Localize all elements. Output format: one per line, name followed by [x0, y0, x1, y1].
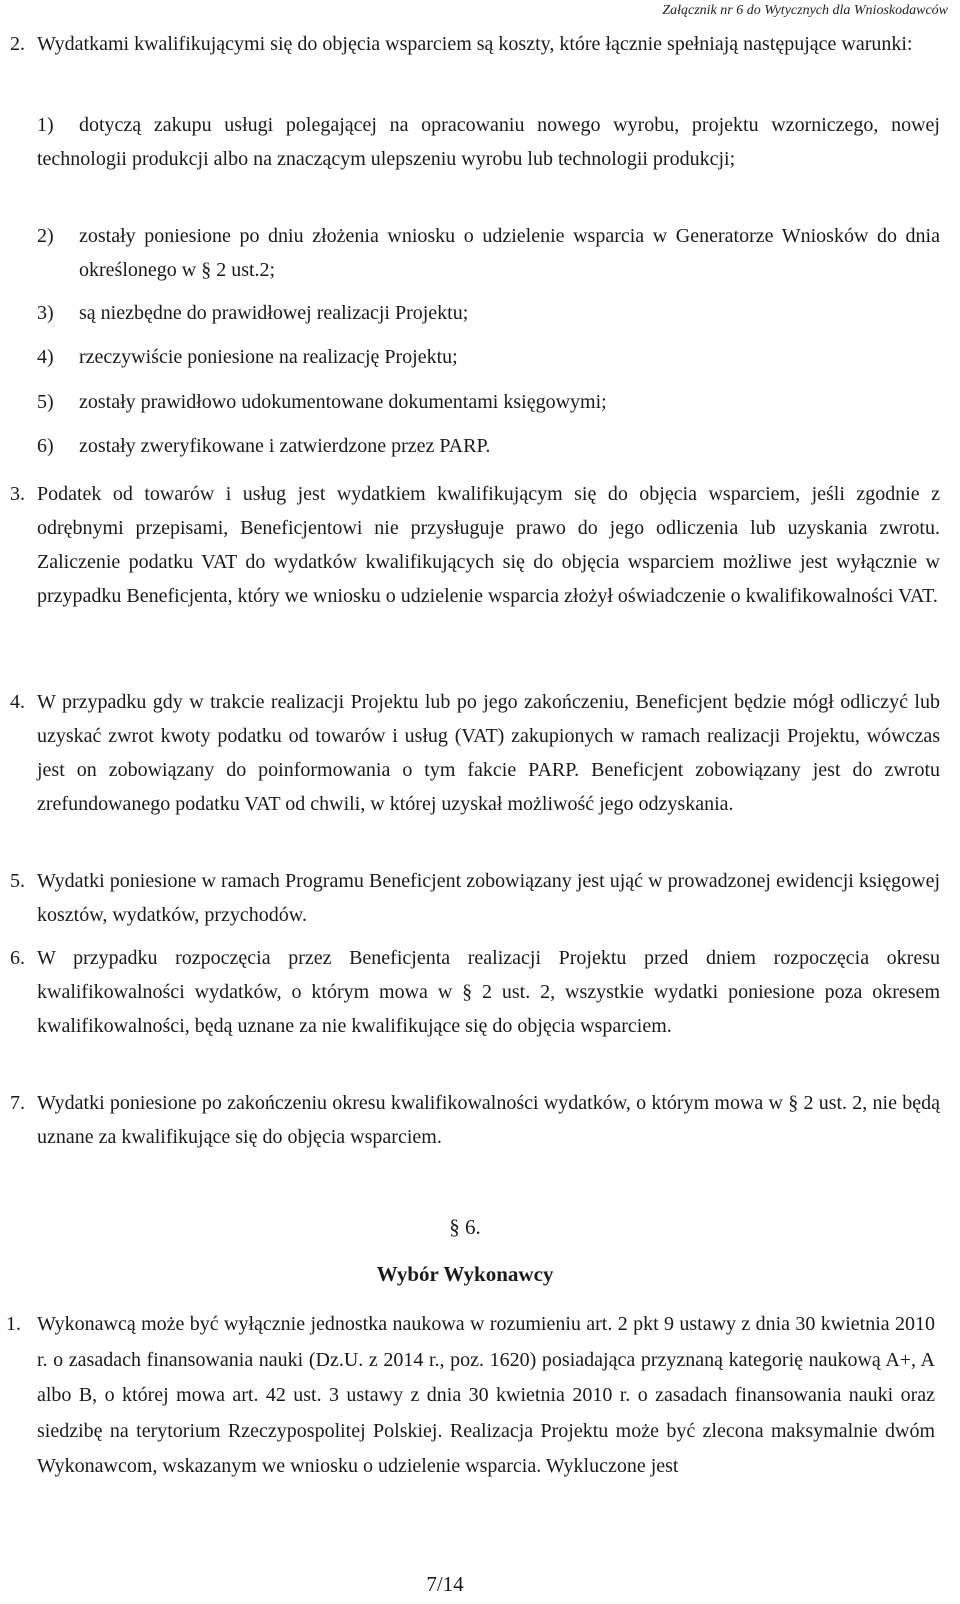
paragraph-5 [0, 864, 960, 932]
list-item-text: zostały poniesione po dniu złożenia wniosku o udzielenie wsparcia w Generatorze Wniosków do dnia określonego w § 2 ust.2; [79, 225, 940, 281]
paragraph-3 [0, 477, 960, 613]
paragraph-number: 5. [10, 870, 25, 892]
list-item [37, 429, 940, 463]
paragraph-text: Podatek od towarów i usług jest wydatkiem kwalifikującym się do objęcia wsparciem, jeśli zgodnie z odrębnymi przepisami, Beneficjentowi nie przysługuje prawo do jego odliczenia lub uzyskania zwrotu. Zaliczenie podatku VAT do wydatków kwalifikujących się do objęcia wsparciem możliwe jest wyłącznie w przypadku Beneficjenta, który we wniosku o udzielenie wsparcia złożył oświadczenie o kwalifikowalności VAT. [37, 483, 940, 607]
list-item-number: 6) [37, 435, 54, 457]
section-paragraph-1 [0, 1307, 960, 1485]
paragraph-number: 3. [10, 483, 25, 505]
paragraph-text: Wydatkami kwalifikującymi się do objęcia wsparciem są koszty, które łącznie spełniają następujące warunki: [37, 33, 913, 55]
paragraph-4 [0, 685, 960, 821]
paragraph-number: 6. [10, 947, 25, 969]
list-item [37, 385, 940, 419]
list-item-text: rzeczywiście poniesione na realizację Projektu; [79, 346, 458, 368]
header-note: Załącznik nr 6 do Wytycznych dla Wnioskodawców [662, 3, 948, 18]
paragraph-text: Wydatki poniesione po zakończeniu okresu kwalifikowalności wydatków, o którym mowa w § 2 ust. 2, nie będą uznane za kwalifikujące się do objęcia wsparciem. [37, 1092, 940, 1148]
paragraph-number: 1. [6, 1313, 21, 1335]
list-item-text: zostały prawidłowo udokumentowane dokumentami księgowymi; [79, 391, 607, 413]
list-item-number: 4) [37, 346, 54, 368]
list-item [37, 340, 940, 374]
list-item-number: 5) [37, 391, 54, 413]
paragraph-text: W przypadku gdy w trakcie realizacji Projektu lub po jego zakończeniu, Beneficjent będzie mógł odliczyć lub uzyskać zwrot kwoty podatku od towarów i usług (VAT) zakupionych w ramach realizacji Projektu, wówczas jest on zobowiązany do poinformowania o tym fakcie PARP. Beneficjent zobowiązany jest do zwrotu zrefundowanego podatku VAT od chwili, w której uzyskał możliwość jego odzyskania. [37, 691, 940, 815]
list-item [37, 219, 940, 287]
section-title: Wybór Wykonawcy [376, 1262, 554, 1286]
paragraph-6 [0, 941, 960, 1043]
list-item [37, 108, 940, 176]
list-item-text: są niezbędne do prawidłowej realizacji Projektu; [79, 302, 469, 324]
list-item [37, 296, 940, 330]
paragraph-text: W przypadku rozpoczęcia przez Beneficjenta realizacji Projektu przed dniem rozpoczęcia okresu kwalifikowalności wydatków, o którym mowa w § 2 ust. 2, wszystkie wydatki poniesione poza okresem kwalifikowalności, będą uznane za nie kwalifikujące się do objęcia wsparciem. [37, 947, 940, 1037]
section-number: § 6. [449, 1215, 481, 1239]
paragraph-text: Wykonawcą może być wyłącznie jednostka naukowa w rozumieniu art. 2 pkt 9 ustawy z dnia 30 kwietnia 2010 r. o zasadach finansowania nauki (Dz.U. z 2014 r., poz. 1620) posiadająca przyznaną kategorię naukową A+, A albo B, o której mowa art. 42 ust. 3 ustawy z dnia 30 kwietnia 2010 r. o zasadach finansowania nauki oraz siedzibę na terytorium Rzeczypospolitej Polskiej. Realizacja Projektu może być zlecona maksymalnie dwóm Wykonawcom, wskazanym we wniosku o udzielenie wsparcia. Wykluczone jest [37, 1313, 935, 1477]
list-item-text: zostały zweryfikowane i zatwierdzone przez PARP. [79, 435, 491, 457]
paragraph-number: 7. [10, 1092, 25, 1114]
list-item-number: 3) [37, 302, 54, 324]
paragraph-2 [0, 27, 960, 61]
paragraph-number: 4. [10, 691, 25, 713]
list-item-number: 1) [37, 114, 54, 136]
paragraph-text: Wydatki poniesione w ramach Programu Beneficjent zobowiązany jest ująć w prowadzonej ewidencji księgowej kosztów, wydatków, przychodów. [37, 870, 940, 926]
page-number: 7/14 [426, 1572, 464, 1596]
list-item-text: dotyczą zakupu usługi polegającej na opracowaniu nowego wyrobu, projektu wzorniczego, nowej technologii produkcji albo na znaczącym ulepszeniu wyrobu lub technologii produkcji; [37, 114, 940, 170]
paragraph-number: 2. [10, 33, 25, 55]
list-item-number: 2) [37, 225, 54, 247]
paragraph-7 [0, 1086, 960, 1154]
